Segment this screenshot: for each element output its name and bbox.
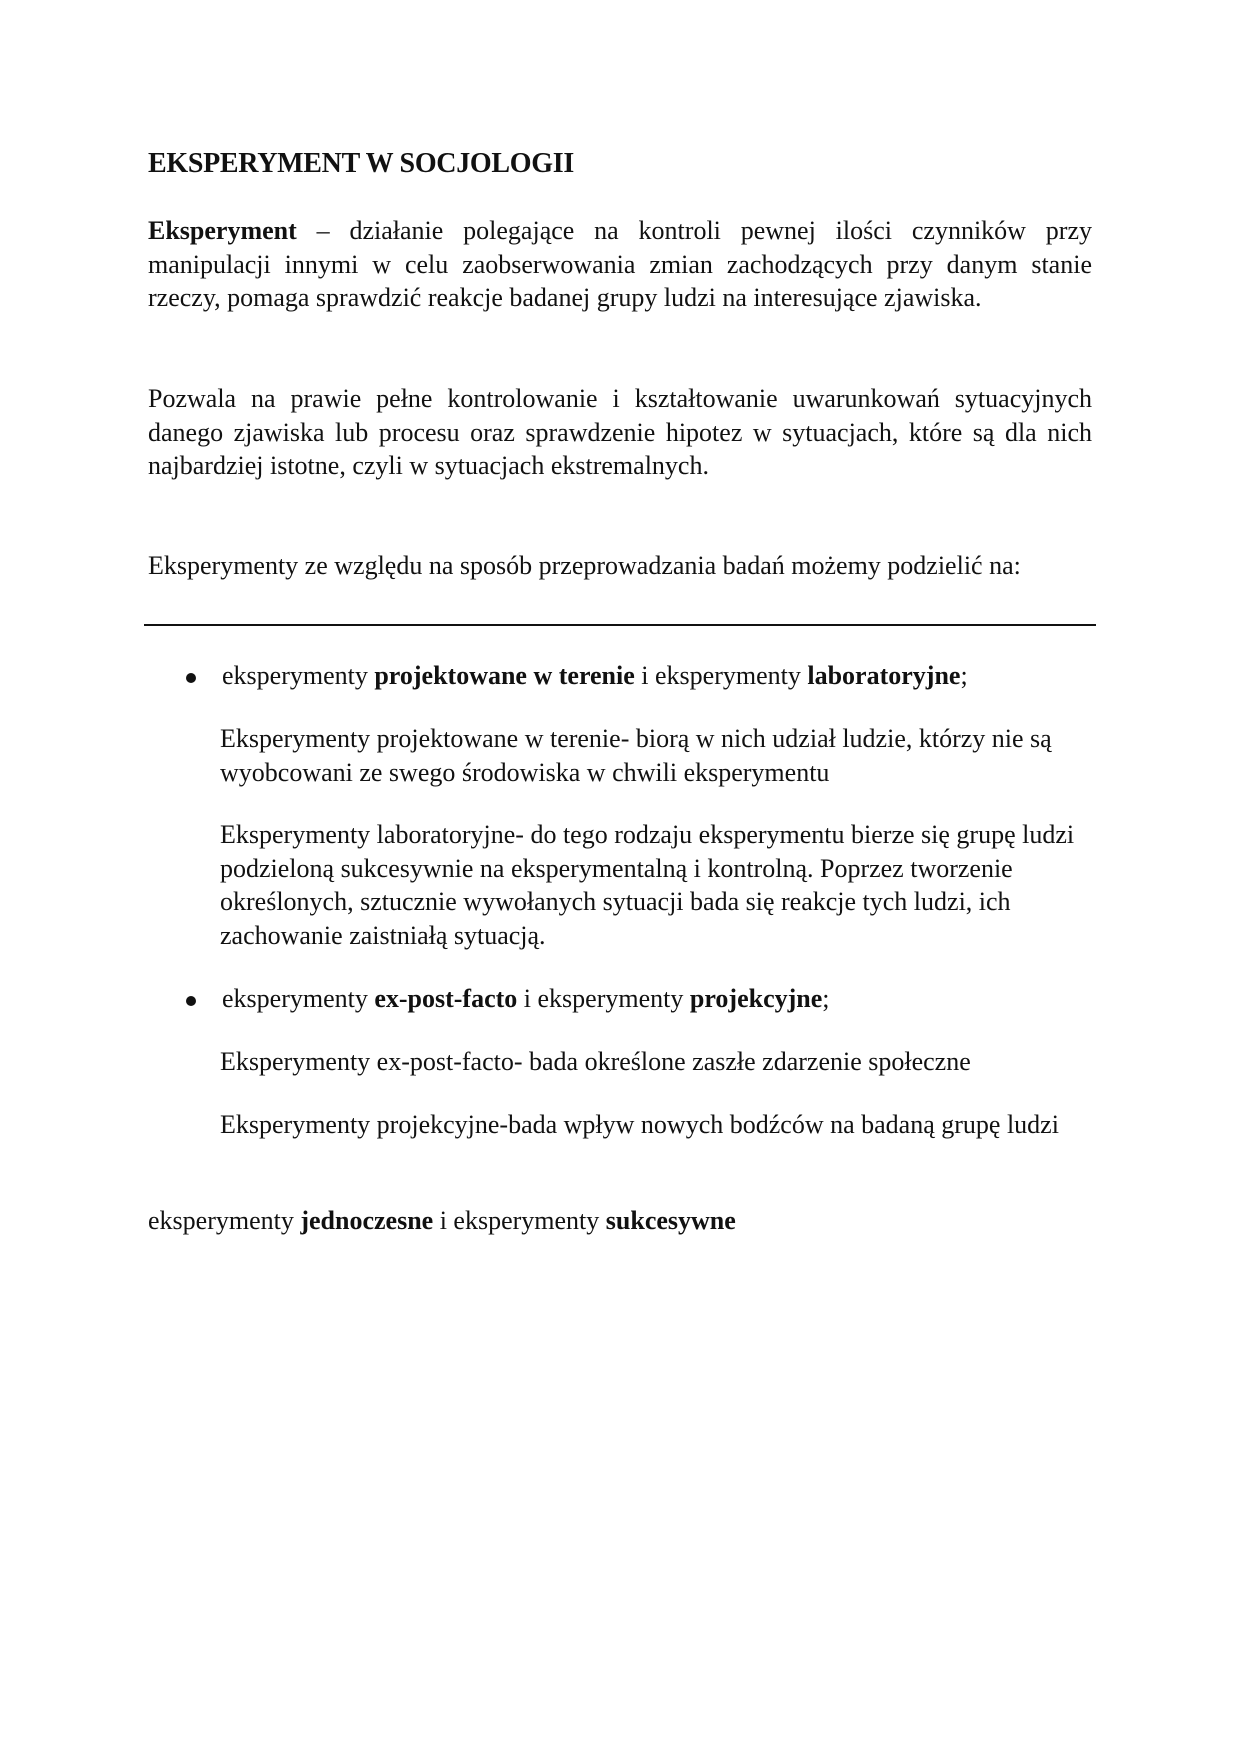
bullet-text: i eksperymenty: [517, 984, 690, 1013]
division-paragraph: Eksperymenty ze względu na sposób przeprowadzania badań możemy podzielić na:: [148, 551, 1021, 580]
definition-term: Eksperyment: [148, 216, 297, 245]
bullet-icon: [186, 673, 196, 683]
bullet-item-expost-projective: [222, 982, 830, 1016]
line-text: i eksperymenty: [433, 1206, 606, 1235]
definition-paragraph: [148, 214, 1092, 315]
bullet-icon: [186, 996, 196, 1006]
simultaneous-successive-line: [148, 1204, 736, 1238]
line-bold: sukcesywne: [605, 1206, 736, 1235]
control-paragraph: Pozwala na prawie pełne kontrolowanie i kształtowanie uwarunkowań sytuacyjnych danego zjawiska lub procesu oraz sprawdzenie hipotez w sytuacjach, które są dla nich najbardziej istotne, czyli w sytuacjach ekstremalnych.: [148, 384, 1092, 480]
projective-experiments-description: Eksperymenty projekcyjne-bada wpływ nowych bodźców na badaną grupę ludzi: [220, 1110, 1059, 1139]
definition-text: – działanie polegające na kontroli pewnej ilości czynników przy manipulacji innymi w celu zaobserwowania zmian zachodzących przy danym stanie rzeczy, pomaga sprawdzić reakcje badanej grupy ludzi na interesujące zjawiska.: [148, 216, 1092, 312]
bullet-text: i eksperymenty: [634, 661, 808, 690]
bullet-text: eksperymenty: [222, 661, 375, 690]
bullet-bold: laboratoryjne: [807, 661, 961, 690]
field-experiments-description: Eksperymenty projektowane w terenie- biorą w nich udział ludzie, którzy nie są wyobcowani ze swego środowiska w chwili eksperymentu: [220, 724, 1052, 787]
line-text: eksperymenty: [148, 1206, 301, 1235]
horizontal-rule: [144, 624, 1096, 626]
line-bold: jednoczesne: [300, 1206, 434, 1235]
bullet-item-field-lab: [222, 659, 968, 693]
expost-experiments-description: Eksperymenty ex-post-facto- bada określone zaszłe zdarzenie społeczne: [220, 1047, 971, 1076]
bullet-text: eksperymenty: [222, 984, 375, 1013]
bullet-bold: projektowane w terenie: [374, 661, 635, 690]
bullet-bold: projekcyjne: [689, 984, 823, 1013]
bullet-text: ;: [822, 984, 830, 1013]
document-title: EKSPERYMENT W SOCJOLOGII: [148, 148, 574, 179]
bullet-text: ;: [960, 661, 968, 690]
lab-experiments-description: Eksperymenty laboratoryjne- do tego rodzaju eksperymentu bierze się grupę ludzi podzieloną sukcesywnie na eksperymentalną i kontrolną. Poprzez tworzenie określonych, sztucznie wywołanych sytuacji bada się reakcje tych ludzi, ich zachowanie zaistniałą sytuacją.: [220, 820, 1075, 950]
bullet-bold: ex-post-facto: [374, 984, 518, 1013]
